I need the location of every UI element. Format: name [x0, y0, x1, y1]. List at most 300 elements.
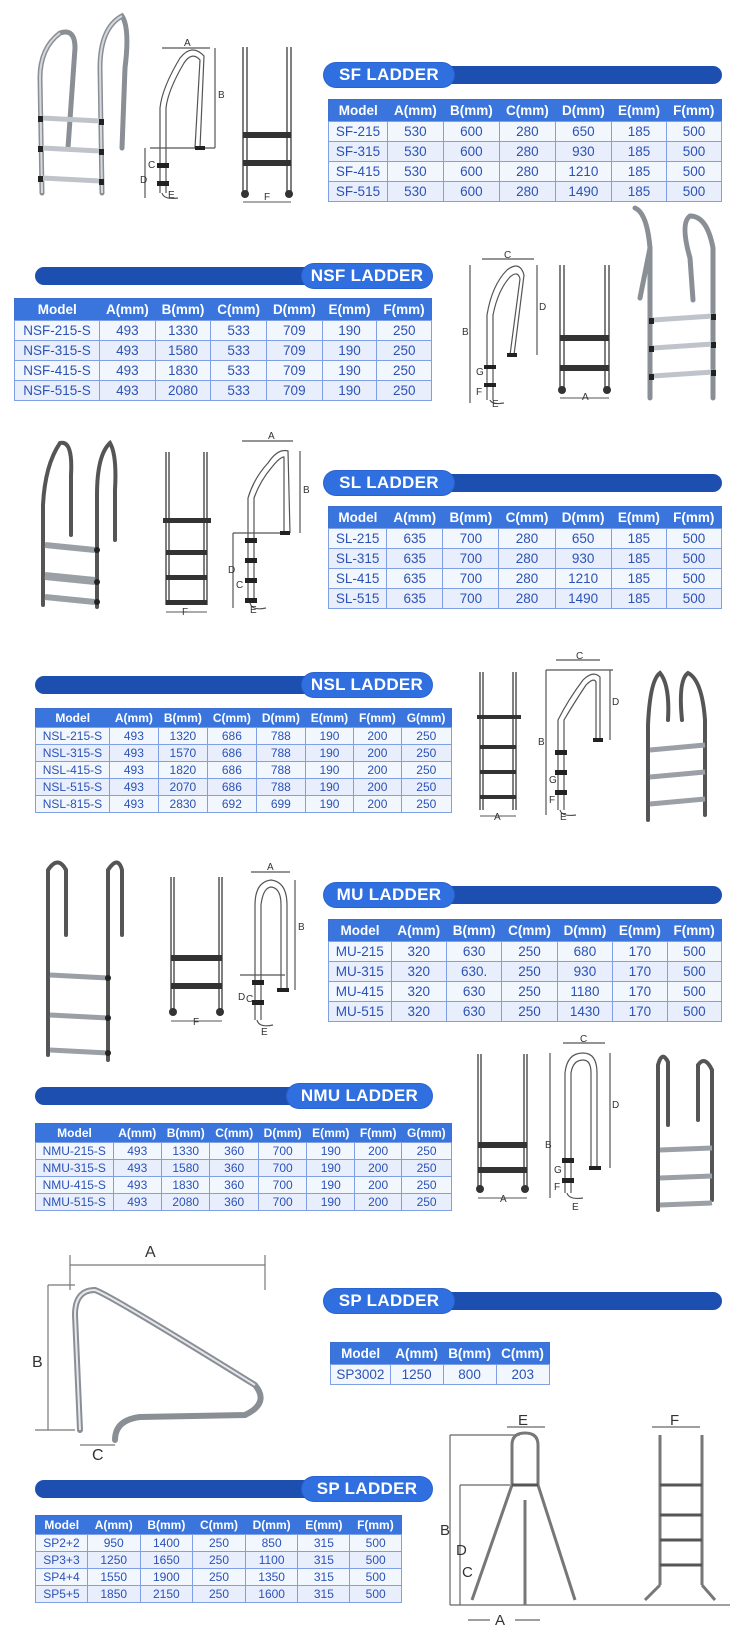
cell: 315: [298, 1535, 350, 1552]
cell: 320: [391, 982, 446, 1002]
cell: 200: [354, 728, 402, 745]
cell: 500: [350, 1535, 402, 1552]
sl-ladder-side-diagram: [228, 431, 318, 616]
dim-label-c: C: [504, 250, 512, 261]
cell: 1850: [87, 1586, 140, 1603]
cell: 170: [613, 942, 668, 962]
cell: 493: [113, 1177, 161, 1194]
cell: 200: [355, 1160, 402, 1177]
cell: SP5+5: [36, 1586, 88, 1603]
cell: 203: [496, 1365, 549, 1385]
cell: 250: [193, 1586, 246, 1603]
cell: 190: [305, 762, 353, 779]
cell: 250: [401, 762, 451, 779]
col-header: C(mm): [207, 709, 256, 728]
col-header: D(mm): [245, 1516, 298, 1535]
cell: 320: [391, 942, 446, 962]
cell: SF-215: [329, 122, 388, 142]
col-header: C(mm): [499, 100, 555, 122]
cell: 500: [667, 162, 722, 182]
cell: 170: [613, 962, 668, 982]
cell: 630: [446, 982, 501, 1002]
cell: SF-315: [329, 142, 388, 162]
col-header: Model: [331, 1343, 391, 1365]
col-header: Model: [36, 709, 110, 728]
cell: 686: [207, 779, 256, 796]
cell: 320: [391, 962, 446, 982]
table-row: [329, 529, 722, 549]
table-row: [329, 942, 722, 962]
cell: 360: [210, 1177, 258, 1194]
table-row: [36, 762, 452, 779]
cell: 190: [322, 381, 377, 401]
dim-label-a: A: [494, 812, 501, 823]
dim-label-f: F: [476, 387, 483, 398]
cell: 250: [401, 745, 451, 762]
cell: 533: [211, 381, 267, 401]
table-row: [36, 1194, 452, 1211]
dim-label-e: E: [250, 605, 257, 616]
cell: 200: [354, 779, 402, 796]
table-row: [36, 728, 452, 745]
cell: 700: [443, 529, 499, 549]
cell: 850: [245, 1535, 298, 1552]
col-header: E(mm): [305, 709, 353, 728]
cell: 533: [211, 321, 267, 341]
dim-label-c: C: [576, 651, 584, 662]
dim-label-g: G: [549, 775, 557, 786]
cell: 493: [100, 381, 156, 401]
cell: 533: [211, 361, 267, 381]
col-header: E(mm): [322, 299, 377, 321]
cell: 250: [402, 1177, 452, 1194]
col-header: D(mm): [267, 299, 323, 321]
cell: 190: [307, 1143, 355, 1160]
cell: SP2+2: [36, 1535, 88, 1552]
col-header: C(mm): [193, 1516, 246, 1535]
dim-label-c: C: [246, 994, 254, 1005]
table-row: [329, 182, 722, 202]
cell: 2070: [158, 779, 207, 796]
cell: 185: [611, 549, 666, 569]
col-header: F(mm): [355, 1124, 402, 1143]
cell: 280: [499, 569, 555, 589]
cell: 600: [443, 122, 499, 142]
dim-label-a: A: [582, 392, 589, 403]
dim-label-b: B: [462, 327, 469, 338]
dim-label-b: B: [32, 1354, 43, 1371]
cell: 200: [355, 1143, 402, 1160]
mu-ladder-front-diagram: [165, 875, 230, 1028]
dim-label-e: E: [572, 1202, 579, 1213]
cell: 930: [557, 962, 612, 982]
cell: 1100: [245, 1552, 298, 1569]
dim-label-e: E: [168, 190, 175, 201]
dim-label-f: F: [670, 1412, 680, 1429]
col-header: C(mm): [210, 1124, 258, 1143]
cell: 360: [210, 1194, 258, 1211]
col-header: D(mm): [555, 100, 611, 122]
sl-ladder-front-diagram: [160, 450, 215, 618]
cell: 700: [443, 589, 499, 609]
cell: 250: [402, 1143, 452, 1160]
col-header: F(mm): [667, 100, 722, 122]
nsl-ladder-side-diagram: [538, 651, 620, 823]
col-header: B(mm): [443, 1343, 496, 1365]
sf-ladder-front-diagram: [235, 42, 300, 202]
col-header: E(mm): [307, 1124, 355, 1143]
dim-label-e: E: [492, 399, 499, 410]
cell: 709: [267, 361, 323, 381]
dim-label-a: A: [184, 38, 191, 49]
nmu-ladder-side-diagram: [545, 1034, 625, 1213]
nsf-ladder-title: NSF LADDER: [302, 264, 432, 288]
cell: 1580: [155, 341, 211, 361]
cell: 190: [305, 796, 353, 813]
col-header: E(mm): [298, 1516, 350, 1535]
cell: 315: [298, 1586, 350, 1603]
cell: 493: [100, 341, 156, 361]
cell: 185: [611, 182, 666, 202]
nmu-ladder-table: [35, 1123, 452, 1211]
cell: 190: [307, 1160, 355, 1177]
cell: 1570: [158, 745, 207, 762]
cell: MU-315: [329, 962, 392, 982]
cell: 600: [443, 162, 499, 182]
dim-label-a: A: [268, 431, 275, 442]
cell: 190: [322, 321, 377, 341]
col-header: D(mm): [555, 507, 611, 529]
cell: 190: [322, 361, 377, 381]
col-header: A(mm): [100, 299, 156, 321]
table-row: [36, 796, 452, 813]
nsf-ladder-photo: [635, 208, 735, 408]
sl-ladder-banner: [324, 471, 722, 495]
cell: 250: [377, 381, 432, 401]
cell: SL-215: [329, 529, 387, 549]
cell: 533: [211, 341, 267, 361]
col-header: A(mm): [390, 1343, 443, 1365]
col-header: F(mm): [377, 299, 432, 321]
cell: 600: [443, 182, 499, 202]
dim-label-a: A: [495, 1612, 506, 1629]
cell: 788: [256, 728, 305, 745]
cell: 686: [207, 762, 256, 779]
cell: 493: [100, 361, 156, 381]
cell: 700: [258, 1160, 306, 1177]
dim-label-d: D: [456, 1542, 467, 1559]
dim-label-b: B: [218, 90, 225, 101]
sf-ladder-table: [328, 99, 722, 202]
cell: 800: [443, 1365, 496, 1385]
sf-ladder-photo: [30, 8, 130, 203]
cell: 500: [667, 942, 721, 962]
cell: 493: [113, 1143, 161, 1160]
cell: SP3+3: [36, 1552, 88, 1569]
col-header: F(mm): [667, 920, 721, 942]
cell: 650: [555, 529, 611, 549]
dim-label-b: B: [303, 485, 310, 496]
cell: 280: [499, 122, 555, 142]
dim-label-c: C: [462, 1564, 473, 1581]
cell: 686: [207, 728, 256, 745]
cell: MU-415: [329, 982, 392, 1002]
cell: 1330: [155, 321, 211, 341]
cell: 190: [305, 779, 353, 796]
cell: 500: [667, 182, 722, 202]
cell: 500: [666, 529, 721, 549]
sl-ladder-title: SL LADDER: [324, 471, 454, 495]
col-header: Model: [329, 920, 392, 942]
table-row: [36, 1569, 402, 1586]
cell: NSF-415-S: [15, 361, 100, 381]
col-header: G(mm): [402, 1124, 452, 1143]
table-row: [36, 1552, 402, 1569]
sl-ladder-photo: [35, 435, 115, 610]
cell: 700: [258, 1143, 306, 1160]
col-header: A(mm): [87, 1516, 140, 1535]
col-header: F(mm): [354, 709, 402, 728]
dim-label-e: E: [261, 1027, 268, 1038]
dim-label-c: C: [580, 1034, 588, 1045]
cell: 280: [499, 142, 555, 162]
cell: 250: [401, 796, 451, 813]
cell: 699: [256, 796, 305, 813]
cell: 680: [557, 942, 612, 962]
cell: NSL-215-S: [36, 728, 110, 745]
cell: 250: [193, 1569, 246, 1586]
cell: NMU-315-S: [36, 1160, 114, 1177]
cell: SL-515: [329, 589, 387, 609]
cell: 709: [267, 341, 323, 361]
cell: 493: [100, 321, 156, 341]
dim-label-d: D: [228, 565, 236, 576]
nsf-ladder-table: [14, 298, 432, 401]
sp-rail-banner: [324, 1289, 722, 1313]
cell: 500: [667, 962, 721, 982]
nmu-ladder-photo: [650, 1050, 725, 1220]
table-row: [329, 589, 722, 609]
dim-label-c: C: [92, 1447, 104, 1464]
col-header: C(mm): [502, 920, 557, 942]
nsl-ladder-title: NSL LADDER: [302, 673, 432, 697]
mu-ladder-photo: [38, 855, 123, 1065]
sp-above-ladder-diagram: [440, 1412, 740, 1630]
cell: 2080: [155, 381, 211, 401]
cell: 700: [258, 1177, 306, 1194]
cell: 280: [499, 589, 555, 609]
table-row: [329, 569, 722, 589]
sp-rail-table: [330, 1342, 550, 1385]
sp-above-title: SP LADDER: [302, 1477, 432, 1501]
cell: 1180: [557, 982, 612, 1002]
cell: 250: [502, 962, 557, 982]
table-row: [329, 549, 722, 569]
cell: 170: [613, 1002, 668, 1022]
cell: 280: [499, 162, 555, 182]
cell: 250: [193, 1552, 246, 1569]
cell: 200: [354, 745, 402, 762]
cell: 200: [354, 796, 402, 813]
cell: 170: [613, 982, 668, 1002]
cell: SL-415: [329, 569, 387, 589]
cell: 1600: [245, 1586, 298, 1603]
cell: 185: [611, 142, 666, 162]
table-row: [36, 1177, 452, 1194]
cell: 500: [667, 982, 721, 1002]
dim-label-g: G: [476, 367, 484, 378]
cell: NSF-515-S: [15, 381, 100, 401]
cell: 700: [443, 549, 499, 569]
cell: 709: [267, 381, 323, 401]
dim-label-d: D: [238, 992, 246, 1003]
col-header: G(mm): [401, 709, 451, 728]
table-row: [36, 1586, 402, 1603]
cell: 530: [387, 122, 443, 142]
col-header: B(mm): [446, 920, 501, 942]
cell: 630: [446, 942, 501, 962]
mu-ladder-side-diagram: [235, 860, 315, 1038]
col-header: Model: [329, 100, 388, 122]
cell: 500: [667, 142, 722, 162]
cell: 250: [401, 728, 451, 745]
cell: 1490: [555, 182, 611, 202]
cell: 500: [350, 1569, 402, 1586]
cell: 320: [391, 1002, 446, 1022]
sl-ladder-table: [328, 506, 722, 609]
col-header: F(mm): [666, 507, 721, 529]
cell: 700: [443, 569, 499, 589]
cell: NSL-415-S: [36, 762, 110, 779]
table-row: [15, 321, 432, 341]
cell: 1250: [390, 1365, 443, 1385]
cell: 700: [258, 1194, 306, 1211]
nsl-ladder-front-diagram: [475, 670, 525, 823]
cell: NSL-315-S: [36, 745, 110, 762]
cell: 185: [611, 589, 666, 609]
table-row: [15, 381, 432, 401]
cell: 185: [611, 162, 666, 182]
cell: 190: [305, 728, 353, 745]
table-row: [36, 1535, 402, 1552]
cell: NSF-215-S: [15, 321, 100, 341]
dim-label-c: C: [236, 580, 244, 591]
table-row: [15, 361, 432, 381]
table-row: [329, 962, 722, 982]
dim-label-g: G: [554, 1165, 562, 1176]
cell: 493: [109, 762, 158, 779]
cell: 493: [109, 779, 158, 796]
cell: NMU-415-S: [36, 1177, 114, 1194]
dim-label-d: D: [140, 175, 148, 186]
cell: 250: [377, 341, 432, 361]
cell: 1320: [158, 728, 207, 745]
table-row: [36, 1160, 452, 1177]
cell: 315: [298, 1569, 350, 1586]
dim-label-d: D: [612, 697, 620, 708]
dim-label-b: B: [440, 1522, 451, 1539]
cell: 250: [402, 1194, 452, 1211]
col-header: D(mm): [557, 920, 612, 942]
mu-ladder-title: MU LADDER: [324, 883, 454, 907]
cell: NMU-515-S: [36, 1194, 114, 1211]
nsl-ladder-banner: [35, 673, 432, 697]
cell: 360: [210, 1160, 258, 1177]
nmu-ladder-front-diagram: [472, 1052, 537, 1205]
cell: 250: [377, 361, 432, 381]
cell: 635: [387, 569, 443, 589]
cell: 1820: [158, 762, 207, 779]
sf-ladder-title: SF LADDER: [324, 63, 454, 87]
cell: 200: [355, 1194, 402, 1211]
table-row: [36, 779, 452, 796]
dim-label-f: F: [182, 607, 189, 618]
cell: 500: [350, 1586, 402, 1603]
cell: SP4+4: [36, 1569, 88, 1586]
nsf-ladder-banner: [35, 264, 432, 288]
cell: 250: [502, 1002, 557, 1022]
cell: 692: [207, 796, 256, 813]
cell: 788: [256, 779, 305, 796]
cell: 1830: [155, 361, 211, 381]
table-row: [36, 745, 452, 762]
dim-label-a: A: [267, 862, 274, 873]
cell: 500: [666, 569, 721, 589]
cell: 1350: [245, 1569, 298, 1586]
cell: NSL-815-S: [36, 796, 110, 813]
col-header: A(mm): [387, 100, 443, 122]
cell: 1210: [555, 569, 611, 589]
cell: 493: [109, 796, 158, 813]
cell: SF-415: [329, 162, 388, 182]
cell: 280: [499, 529, 555, 549]
cell: 280: [499, 182, 555, 202]
cell: 788: [256, 745, 305, 762]
cell: 1330: [161, 1143, 209, 1160]
cell: 530: [387, 142, 443, 162]
cell: SF-515: [329, 182, 388, 202]
col-header: B(mm): [161, 1124, 209, 1143]
table-row: [329, 122, 722, 142]
dim-label-d: D: [612, 1100, 620, 1111]
cell: 250: [402, 1160, 452, 1177]
cell: 493: [109, 745, 158, 762]
cell: 1250: [87, 1552, 140, 1569]
cell: 500: [666, 589, 721, 609]
nmu-ladder-title: NMU LADDER: [287, 1084, 432, 1108]
table-row: [331, 1365, 550, 1385]
cell: 1550: [87, 1569, 140, 1586]
dim-label-d: D: [539, 302, 547, 313]
dim-label-b: B: [538, 737, 545, 748]
col-header: Model: [36, 1124, 114, 1143]
col-header: A(mm): [387, 507, 443, 529]
cell: 500: [667, 122, 722, 142]
cell: NSL-515-S: [36, 779, 110, 796]
nsl-ladder-photo: [640, 665, 720, 825]
col-header: A(mm): [109, 709, 158, 728]
col-header: F(mm): [350, 1516, 402, 1535]
cell: 250: [193, 1535, 246, 1552]
cell: 930: [555, 142, 611, 162]
col-header: B(mm): [155, 299, 211, 321]
cell: 600: [443, 142, 499, 162]
mu-ladder-table: [328, 919, 722, 1022]
cell: 630.: [446, 962, 501, 982]
sp-above-banner: [35, 1477, 432, 1501]
cell: 250: [377, 321, 432, 341]
cell: SP3002: [331, 1365, 391, 1385]
